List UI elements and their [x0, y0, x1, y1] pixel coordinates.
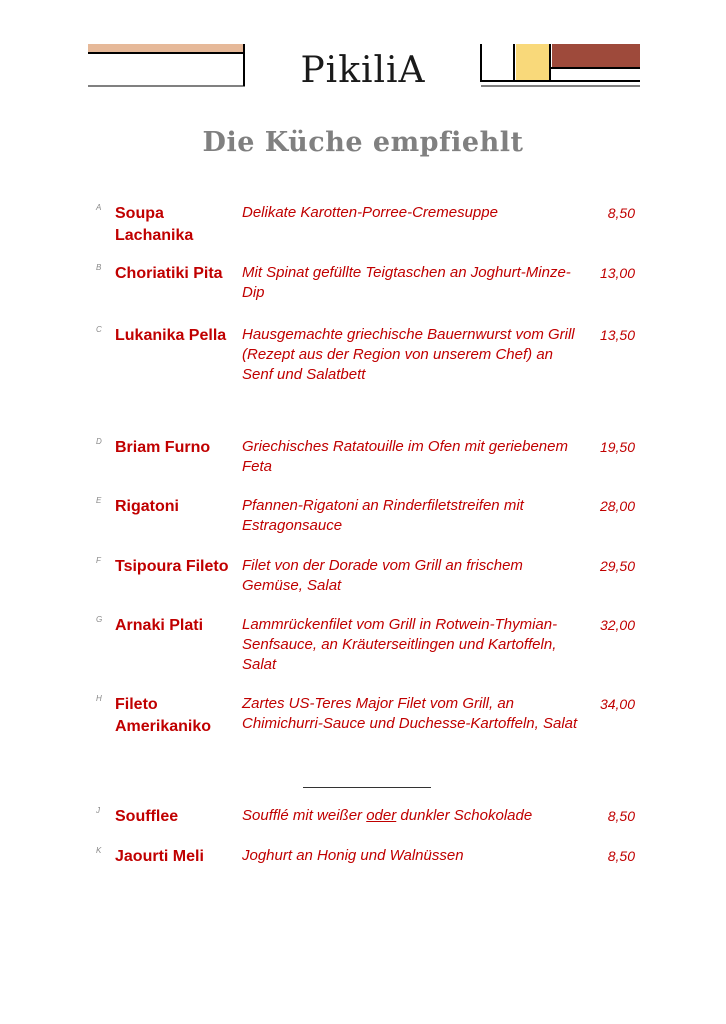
item-name: Briam Furno [115, 439, 211, 456]
desc-part-before: Soufflé mit weißer [242, 807, 367, 824]
item-name: Soupa Lachanika [115, 205, 194, 244]
item-price: 13,00 [599, 265, 635, 281]
item-name: Lukanika Pella [115, 327, 227, 344]
item-name: Jaourti Meli [115, 848, 204, 865]
item-name: Arnaki Plati [115, 617, 204, 634]
item-description: Pfannen-Rigatoni an Rinderfiletstreifen mit Estragonsauce [242, 497, 524, 534]
item-letter: J [96, 806, 100, 815]
item-letter: F [96, 556, 101, 565]
item-name: Choriatiki Pita [115, 265, 223, 282]
brand-logo [0, 50, 726, 91]
item-name: Tsipoura Fileto [115, 558, 229, 575]
brand-text: PikiliA [300, 50, 426, 91]
item-letter: D [96, 437, 102, 446]
item-description: Mit Spinat gefüllte Teigtaschen an Joghurt-Minze-Dip [242, 264, 571, 301]
item-letter: H [96, 694, 102, 703]
item-description: Hausgemachte griechische Bauernwurst vom Grill (Rezept aus der Region von unserem Chef) an Senf und Salatbett [242, 326, 575, 383]
item-name: Rigatoni [115, 498, 179, 515]
item-letter: C [96, 325, 102, 334]
item-description [242, 806, 587, 826]
item-price: 34,00 [599, 696, 635, 712]
item-name: Fileto Amerikaniko [115, 696, 212, 735]
item-price: 29,50 [599, 558, 635, 574]
item-letter: G [96, 615, 103, 624]
desc-underlined-word: oder [366, 807, 397, 824]
item-description: Lammrückenfilet vom Grill in Rotwein-Thymian-Senfsauce, an Kräuterseitlingen und Kartoffeln, Salat [242, 616, 558, 673]
item-price: 8,50 [607, 808, 635, 824]
item-letter: E [96, 496, 102, 505]
item-price: 32,00 [599, 617, 635, 633]
item-letter: B [96, 263, 102, 272]
item-price: 28,00 [599, 498, 635, 514]
item-letter: K [96, 846, 102, 855]
item-description: Griechisches Ratatouille im Ofen mit geriebenem Feta [242, 438, 568, 475]
item-description: Joghurt an Honig und Walnüssen [242, 847, 464, 864]
item-price: 19,50 [599, 439, 635, 455]
item-price: 8,50 [607, 848, 635, 864]
item-description: Delikate Karotten-Porree-Cremesuppe [242, 204, 498, 221]
section-divider [303, 787, 431, 788]
item-name: Soufflee [115, 808, 179, 825]
item-price: 13,50 [599, 327, 635, 343]
item-letter: A [96, 203, 102, 212]
item-price: 8,50 [607, 205, 635, 221]
desc-part-after: dunkler Schokolade [396, 807, 533, 824]
page-title: Die Küche empfiehlt [202, 127, 524, 158]
item-description: Zartes US-Teres Major Filet vom Grill, an Chimichurri-Sauce und Duchesse-Kartoffeln, Salat [242, 695, 578, 732]
item-description: Filet von der Dorade vom Grill an frischem Gemüse, Salat [242, 557, 523, 594]
